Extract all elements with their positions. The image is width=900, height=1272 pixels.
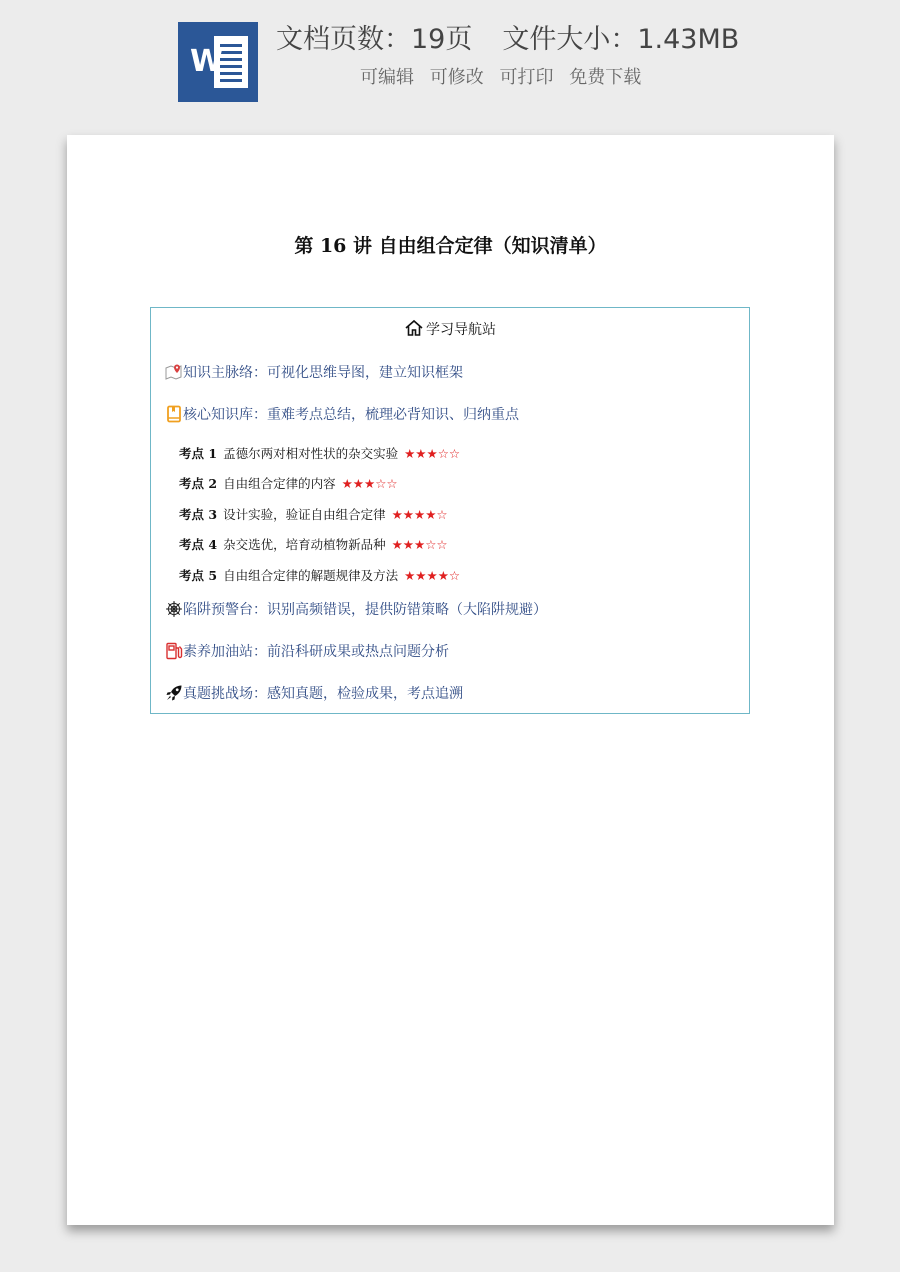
section-name: 核心知识库： xyxy=(183,407,267,423)
exam-point-4 xyxy=(179,535,448,553)
exam-point-3 xyxy=(179,505,448,523)
section-name: 真题挑战场： xyxy=(183,686,267,702)
section-trap-warning[interactable] xyxy=(165,599,547,619)
navigation-box xyxy=(150,307,750,714)
point-text: 自由组合定律的解题规律及方法 xyxy=(223,568,399,583)
point-label: 考点 5 xyxy=(179,568,218,583)
feature-modifiable: 可修改 xyxy=(429,67,484,88)
fuel-pump-icon xyxy=(165,642,183,660)
nav-title: 学习导航站 xyxy=(426,322,496,338)
exam-point-1 xyxy=(179,444,460,462)
map-pin-icon xyxy=(165,363,183,381)
point-text: 孟德尔两对相对性状的杂交实验 xyxy=(223,446,399,461)
header-banner xyxy=(0,0,900,130)
section-desc: 识别高频错误，提供防错策略（大陷阱规避） xyxy=(267,602,547,618)
page-count: 文档页数：19页 xyxy=(276,24,473,55)
document-title: 第 16 讲 自由组合定律（知识清单） xyxy=(294,235,607,257)
star-rating: ★★★☆☆ xyxy=(391,537,448,552)
feature-free-download: 免费下载 xyxy=(569,67,642,88)
point-label: 考点 3 xyxy=(179,507,218,522)
file-info xyxy=(276,20,739,60)
document-page xyxy=(67,135,834,1225)
section-literacy-station[interactable] xyxy=(165,641,449,661)
exam-point-5 xyxy=(179,566,460,584)
section-desc: 感知真题，检验成果，考点追溯 xyxy=(267,686,463,702)
star-rating: ★★★☆☆ xyxy=(341,476,398,491)
section-name: 知识主脉络： xyxy=(183,365,267,381)
section-name: 素养加油站： xyxy=(183,644,267,660)
section-knowledge-map[interactable] xyxy=(165,362,463,382)
feature-editable: 可编辑 xyxy=(360,67,414,88)
file-size: 文件大小：1.43MB xyxy=(502,24,740,55)
section-real-exam[interactable] xyxy=(165,683,463,703)
spider-web-icon xyxy=(165,600,183,618)
section-desc: 重难考点总结，梳理必背知识、归纳重点 xyxy=(267,407,519,423)
feature-list xyxy=(360,64,651,92)
word-file-icon xyxy=(178,22,258,102)
section-desc: 前沿科研成果或热点问题分析 xyxy=(267,644,449,660)
point-label: 考点 2 xyxy=(179,476,218,491)
point-label: 考点 1 xyxy=(179,446,218,461)
section-desc: 可视化思维导图，建立知识框架 xyxy=(267,365,463,381)
star-rating: ★★★★☆ xyxy=(391,507,448,522)
point-text: 自由组合定律的内容 xyxy=(223,476,336,491)
star-rating: ★★★☆☆ xyxy=(404,446,461,461)
word-logo-letter: W xyxy=(190,44,224,79)
feature-printable: 可打印 xyxy=(499,67,554,88)
point-text: 杂交选优，培育动植物新品种 xyxy=(223,537,386,552)
nav-heading xyxy=(151,318,749,339)
point-label: 考点 4 xyxy=(179,537,218,552)
exam-point-2 xyxy=(179,474,398,492)
section-name: 陷阱预警台： xyxy=(183,602,267,618)
star-rating: ★★★★☆ xyxy=(404,568,461,583)
point-text: 设计实验，验证自由组合定律 xyxy=(223,507,386,522)
book-icon xyxy=(165,405,183,423)
section-core-knowledge[interactable] xyxy=(165,404,519,424)
rocket-icon xyxy=(165,684,183,702)
home-icon xyxy=(404,318,424,338)
